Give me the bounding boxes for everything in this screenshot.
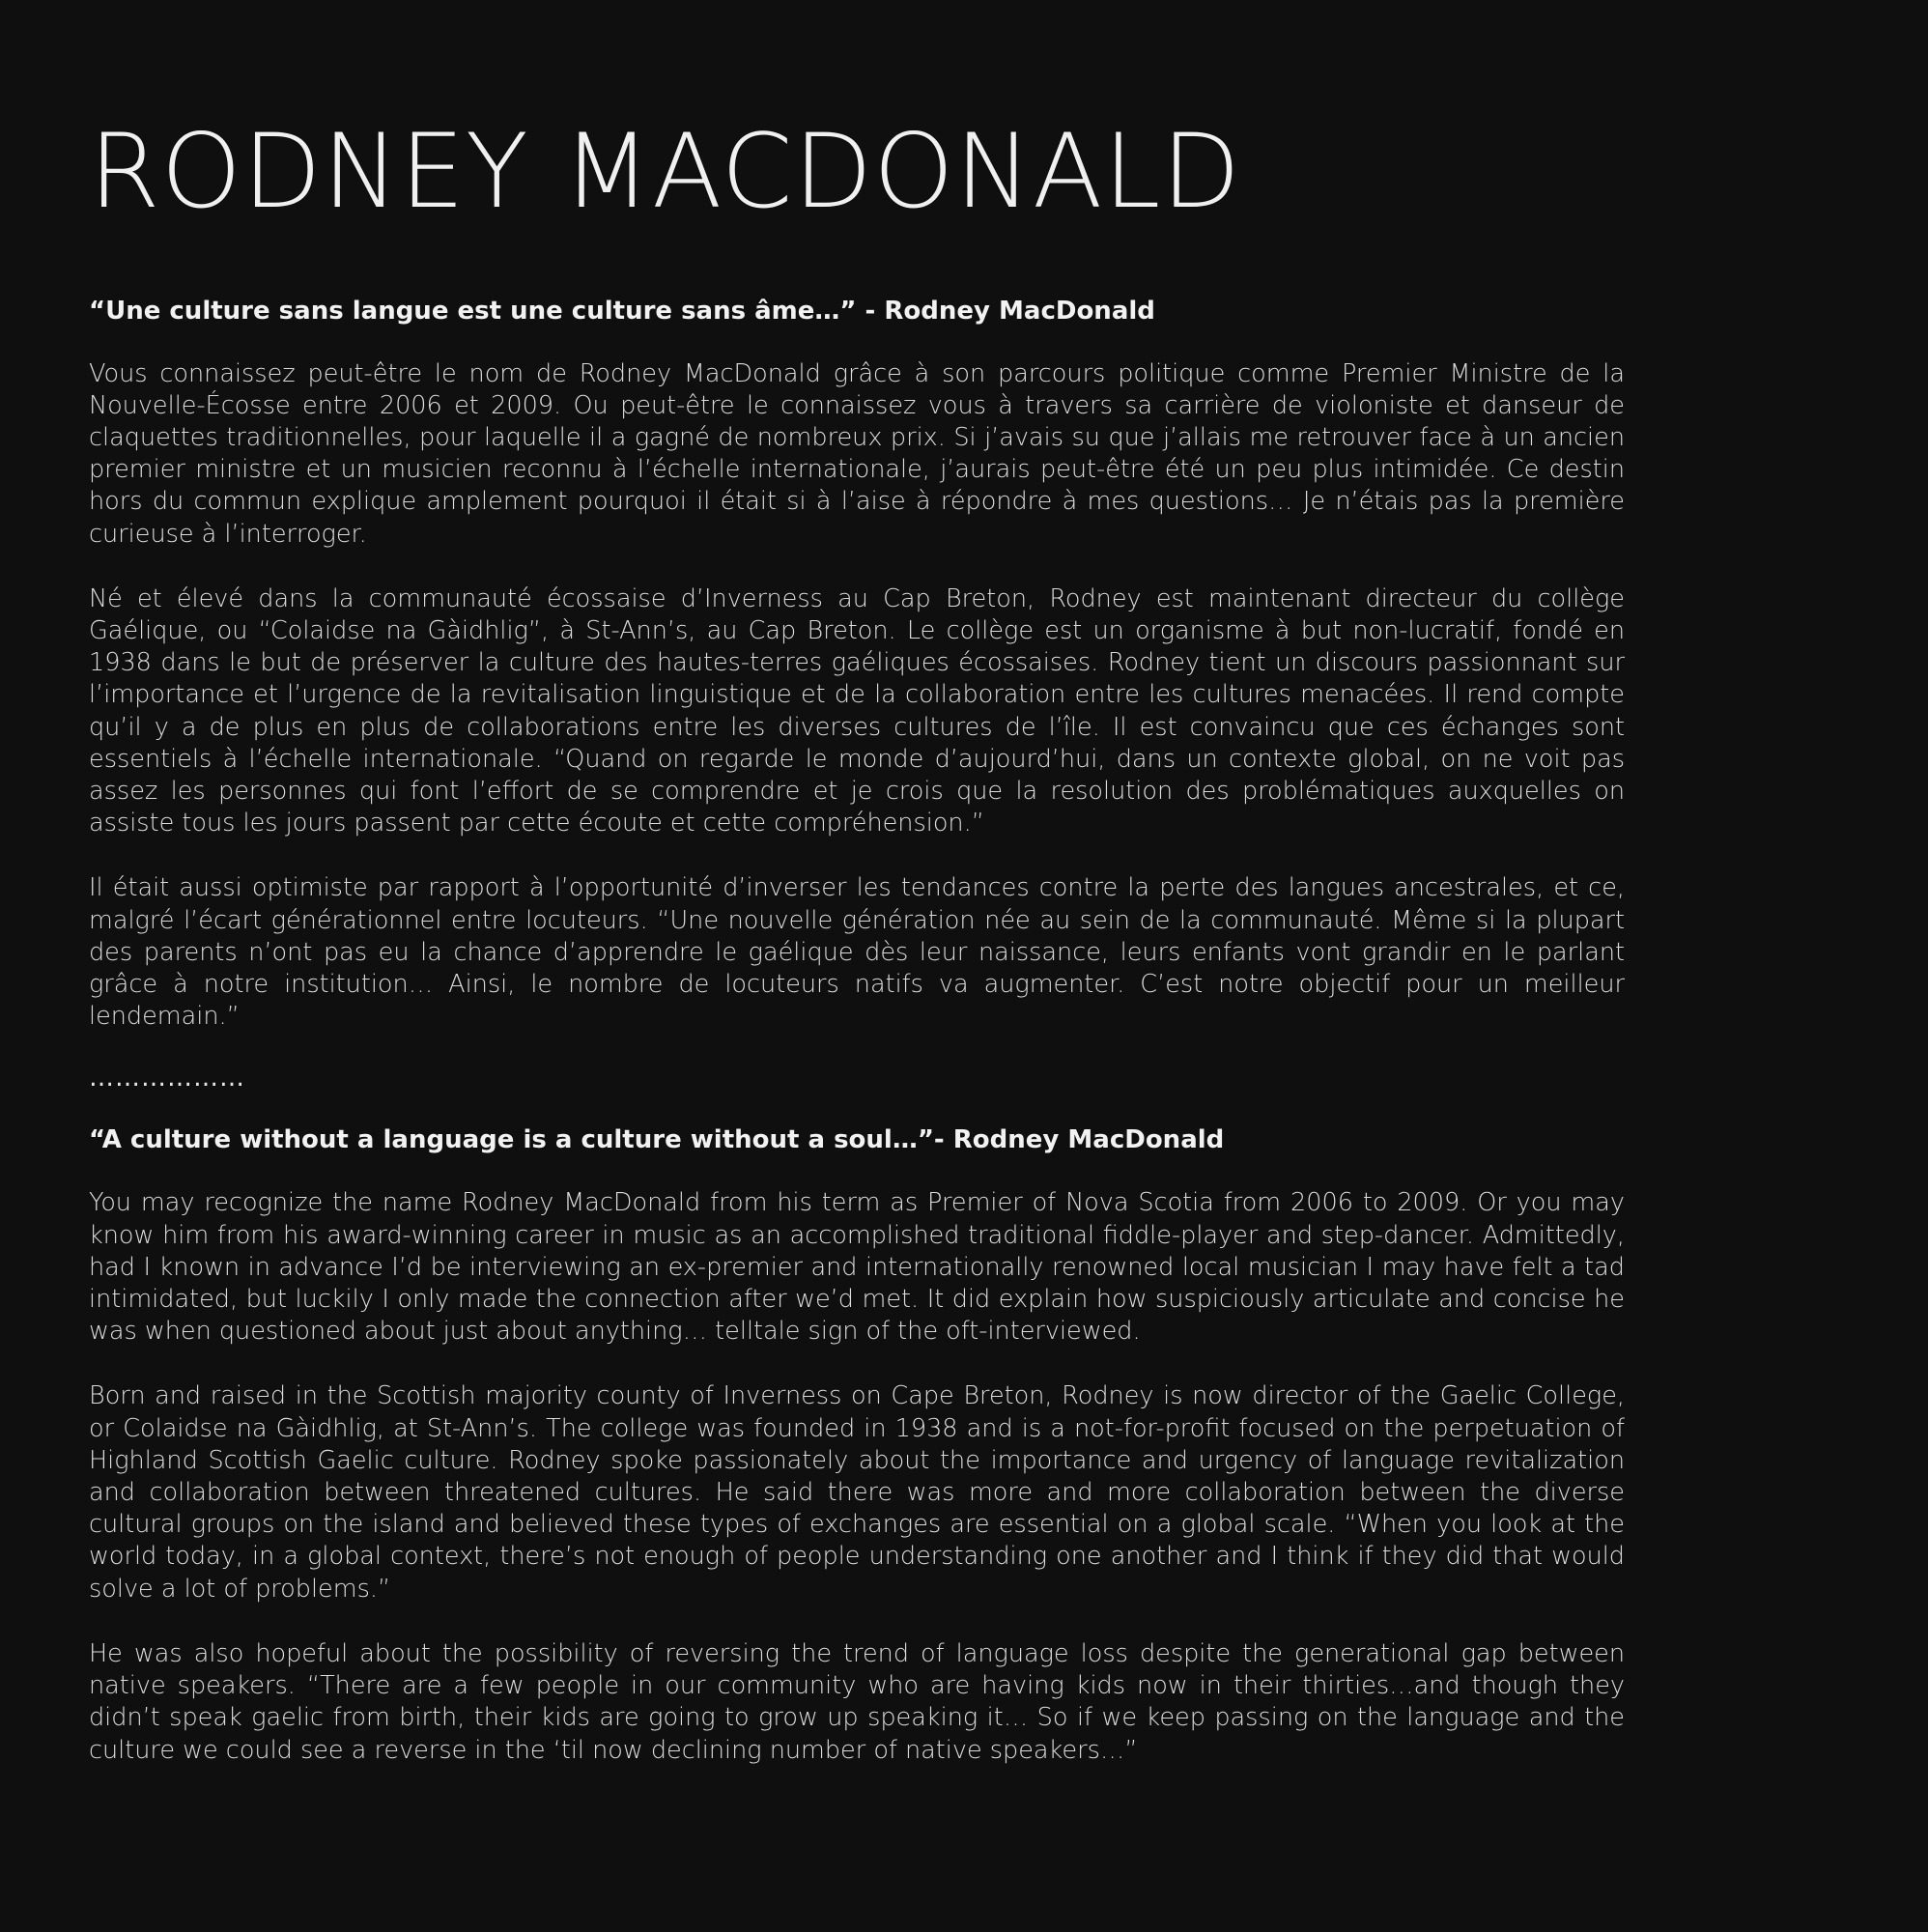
french-paragraph-2: Né et élevé dans la communauté écossaise d’Inverness au Cap Breton, Rodney est maintenant directeur du collège Gaélique, ou “Colaidse na Gàidhlig”, à St-Ann’s, au Cap Breton. Le collège est un organisme à but non-lucratif, fondé en 1938 dans le but de préserver la culture des hautes-terres gaéliques écossaises. Rodney tient un discours passionnant sur l’importance et l’urgence de la revitalisation linguistique et de la collaboration entre les cultures menacées. Il rend compte qu’il y a de plus en plus de collaborations entre les diverses cultures de l’île. Il est convaincu que ces échanges sont essentiels à l’échelle internationale. “Quand on regarde le monde d’aujourd’hui, dans un contexte global, on ne voit pas assez les personnes qui font l’effort de se comprendre et je crois que la resolution des problématiques auxquelles on assiste tous les jours passent par cette écoute et cette compréhension.” bbox=[89, 583, 1625, 838]
french-quote: “Une culture sans langue est une culture sans âme…” - Rodney MacDonald bbox=[89, 296, 1155, 326]
article-title: RODNEY MACDONALD bbox=[89, 112, 1242, 231]
english-paragraph-2: Born and raised in the Scottish majority county of Inverness on Cape Breton, Rodney is now director of the Gaelic College, or Colaidse na Gàidhlig, at St-Ann’s. The college was founded in 1938 and is a not-for-profit focused on the perpetuation of Highland Scottish Gaelic culture. Rodney spoke passionately about the importance and urgency of language revitalization and collaboration between threatened cultures. He said there was more and more collaboration between the diverse cultural groups on the island and believed these types of exchanges are essential on a global scale. “When you look at the world today, in a global context, there’s not enough of people understanding one another and I think if they did that would solve a lot of problems.” bbox=[89, 1381, 1625, 1604]
french-paragraph-1: Vous connaissez peut-être le nom de Rodney MacDonald grâce à son parcours politique comme Premier Ministre de la Nouvelle-Écosse entre 2006 et 2009. Ou peut-être le connaissez vous à travers sa carrière de violoniste et danseur de claquettes traditionnelles, pour laquelle il a gagné de nombreux prix. Si j’avais su que j’allais me retrouver face à un ancien premier ministre et un musicien reconnu à l’échelle internationale, j’aurais peut-être été un peu plus intimidée. Ce destin hors du commun explique amplement pourquoi il était si à l’aise à répondre à mes questions… Je n’étais pas la première curieuse à l’interroger. bbox=[89, 358, 1625, 549]
french-paragraph-3: Il était aussi optimiste par rapport à l’opportunité d’inverser les tendances contre la perte des langues ancestrales, et ce, malgré l’écart générationnel entre locuteurs. “Une nouvelle génération née au sein de la communauté. Même si la plupart des parents n’ont pas eu la chance d’apprendre le gaélique dès leur naissance, leurs enfants vont grandir en le parlant grâce à notre institution… Ainsi, le nombre de locuteurs natifs va augmenter. C’est notre objectif pour un meilleur lendemain.” bbox=[89, 873, 1625, 1032]
english-paragraph-3: He was also hopeful about the possibility of reversing the trend of language loss despite the generational gap between native speakers. “There are a few people in our community who are having kids now in their thirties…and though they didn’t speak gaelic from birth, their kids are going to grow up speaking it… So if we keep passing on the language and the culture we could see a reverse in the ‘til now declining number of native speakers…” bbox=[89, 1638, 1625, 1765]
english-quote: “A culture without a language is a culture without a soul…”- Rodney MacDonald bbox=[89, 1125, 1225, 1155]
section-divider: ……………… bbox=[89, 1064, 245, 1094]
english-paragraph-1: You may recognize the name Rodney MacDonald from his term as Premier of Nova Scotia from 2006 to 2009. Or you may know him from his award-winning career in music as an accomplished traditional fiddle-player and step-dancer. Admittedly, had I known in advance I’d be interviewing an ex-premier and internationally renowned local musician I may have felt a tad intimidated, but luckily I only made the connection after we’d met. It did explain how suspiciously articulate and concise he was when questioned about just about anything… telltale sign of the oft-interviewed. bbox=[89, 1188, 1625, 1347]
article bbox=[89, 112, 1625, 1767]
